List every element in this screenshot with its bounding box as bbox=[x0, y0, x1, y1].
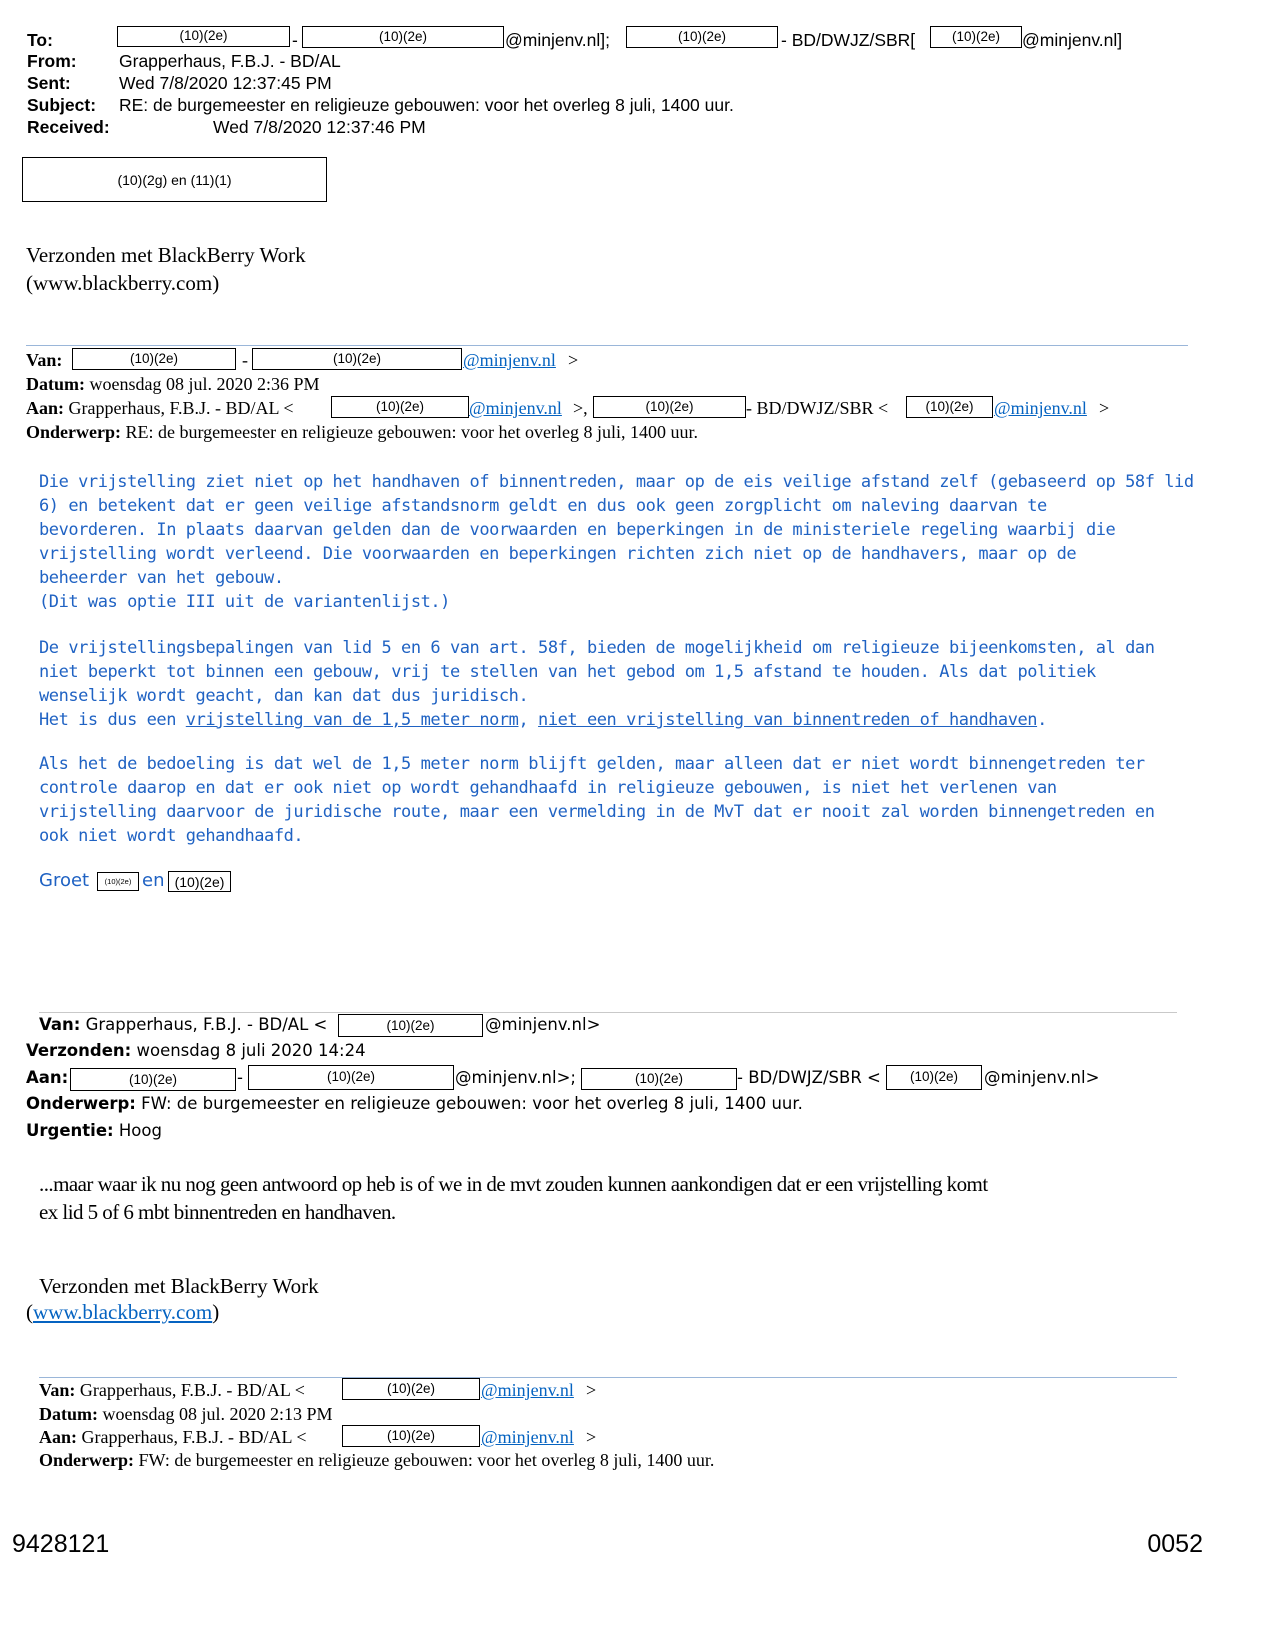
text-line: (Dit was optie III uit de variantenlijst.) bbox=[39, 592, 450, 612]
redaction-box: (10)(2e) bbox=[97, 872, 139, 891]
subject-label: Subject: bbox=[27, 95, 97, 115]
aan-dept: - BD/DWJZ/SBR < bbox=[746, 398, 889, 418]
van-email-link[interactable]: @minjenv.nl bbox=[481, 1380, 574, 1400]
urgentie-label: Urgentie: bbox=[26, 1121, 114, 1140]
aan-close: > bbox=[1099, 398, 1110, 418]
text-line: vrijstelling daarvoor de juridische route, maar een vermelding in de MvT dat er nooit zal worden binnengetreden en bbox=[39, 802, 1155, 822]
onderwerp-label: Onderwerp: bbox=[26, 422, 121, 442]
text-line: ex lid 5 of 6 mbt binnentreden en handhaven. bbox=[39, 1200, 396, 1224]
aan-email-link-2[interactable]: @minjenv.nl bbox=[994, 398, 1087, 418]
onderwerp-value: FW: de burgemeester en religieuze gebouwen: voor het overleg 8 juli, 1400 uur. bbox=[138, 1450, 715, 1470]
text-line: 6) en betekent dat er geen veilige afstandsnorm geldt en dus ook geen zorgplicht om naleving daarvan te bbox=[39, 496, 1047, 516]
page-number: 0052 bbox=[1147, 1530, 1203, 1558]
onderwerp-label: Onderwerp: bbox=[26, 1094, 136, 1113]
greeting-and: en bbox=[142, 870, 165, 891]
text-line: vrijstelling wordt verleend. Die voorwaarden en beperkingen richten zich niet op de handhavers, maar op de bbox=[39, 544, 1077, 564]
paren-close: ) bbox=[212, 1300, 220, 1324]
text-end: . bbox=[1037, 710, 1047, 730]
aan-value: Grapperhaus, F.B.J. - BD/AL < bbox=[81, 1427, 307, 1447]
aan-domain: @minjenv.nl>; bbox=[455, 1068, 576, 1087]
from-row bbox=[27, 51, 77, 71]
aan-row bbox=[26, 1068, 68, 1087]
text-line: ook niet wordt gehandhaafd. bbox=[39, 826, 304, 846]
text-line: ...maar waar ik nu nog geen antwoord op heb is of we in de mvt zouden kunnen aankondigen dat er een vrijstelling komt bbox=[39, 1172, 988, 1196]
van-row bbox=[39, 1015, 327, 1034]
redaction-box: (10)(2e) bbox=[886, 1065, 982, 1090]
subject-row bbox=[27, 95, 96, 115]
redaction-box: (10)(2e) bbox=[117, 26, 290, 47]
redaction-box: (10)(2e) bbox=[593, 396, 746, 418]
van-domain: @minjenv.nl> bbox=[485, 1015, 601, 1034]
to-dept: - BD/DWJZ/SBR[ bbox=[781, 30, 916, 50]
signature bbox=[26, 241, 306, 297]
redaction-box: (10)(2e) bbox=[252, 348, 462, 370]
aan-label: Aan: bbox=[26, 1068, 69, 1087]
onderwerp-label: Onderwerp: bbox=[39, 1450, 134, 1470]
redaction-box: (10)(2e) bbox=[331, 396, 469, 418]
signature-line: Verzonden met BlackBerry Work bbox=[39, 1274, 319, 1298]
to-label: To: bbox=[27, 30, 53, 50]
aan-email-link[interactable]: @minjenv.nl bbox=[469, 398, 562, 418]
to-domain: @minjenv.nl]; bbox=[505, 30, 610, 50]
verzonden-value: woensdag 8 juli 2020 14:24 bbox=[136, 1041, 366, 1060]
redaction-box: (10)(2e) bbox=[342, 1425, 480, 1447]
text-line bbox=[39, 708, 1154, 732]
paragraph-1 bbox=[39, 470, 1194, 614]
datum-row bbox=[26, 374, 320, 395]
aan-row bbox=[39, 1427, 307, 1448]
aan-label: Aan: bbox=[39, 1427, 78, 1447]
aan-label: Aan: bbox=[26, 398, 65, 418]
blackberry-link[interactable]: www.blackberry.com bbox=[33, 1300, 213, 1324]
redaction-box: (10)(2e) bbox=[302, 26, 504, 48]
body-redaction-box: (10)(2g) en (11)(1) bbox=[22, 157, 327, 202]
paragraph-2 bbox=[39, 636, 1154, 732]
onderwerp-value: RE: de burgemeester en religieuze gebouwen: voor het overleg 8 juli, 1400 uur. bbox=[125, 422, 698, 442]
text-line: niet beperkt tot binnen een gebouw, vrij te stellen van het gebod om 1,5 afstand te houden. Als dat politiek bbox=[39, 662, 1096, 682]
document-number: 9428121 bbox=[12, 1530, 110, 1558]
underlined-phrase: niet een vrijstelling van binnentreden of handhaven bbox=[538, 710, 1038, 730]
aan-close: > bbox=[586, 1427, 597, 1447]
onderwerp-row bbox=[26, 422, 698, 443]
received-label: Received: bbox=[27, 117, 110, 137]
divider bbox=[39, 1377, 1177, 1378]
redaction-box: (10)(2e) bbox=[626, 26, 778, 48]
redaction-box: (10)(2e) bbox=[70, 1068, 236, 1091]
redaction-box: (10)(2e) bbox=[168, 871, 231, 892]
onderwerp-row bbox=[26, 1094, 803, 1113]
underlined-phrase: vrijstelling van de 1,5 meter norm bbox=[185, 710, 519, 730]
text-line: controle daarop en dat er ook niet op wordt gehandhaafd in religieuze gebouwen, is niet het verlenen van bbox=[39, 778, 1057, 798]
datum-row bbox=[39, 1404, 333, 1425]
aan-separator: >, bbox=[573, 398, 588, 418]
aan-value: Grapperhaus, F.B.J. - BD/AL < bbox=[68, 398, 294, 418]
van-value: Grapperhaus, F.B.J. - BD/AL < bbox=[79, 1380, 305, 1400]
van-dash: - bbox=[242, 350, 248, 370]
urgentie-value: Hoog bbox=[118, 1121, 162, 1140]
van-row bbox=[39, 1380, 305, 1401]
paren-open: ( bbox=[26, 1300, 33, 1324]
onderwerp-row bbox=[39, 1450, 714, 1471]
van-label: Van: bbox=[26, 350, 63, 370]
paragraph-3 bbox=[39, 752, 1154, 848]
to-domain: @minjenv.nl] bbox=[1022, 30, 1123, 50]
datum-label: Datum: bbox=[26, 374, 85, 394]
text-separator: , bbox=[518, 710, 539, 730]
aan-dash: - bbox=[237, 1068, 243, 1087]
text-line: De vrijstellingsbepalingen van lid 5 en 6 van art. 58f, bieden de mogelijkheid om religieuze bijeenkomsten, al dan bbox=[39, 638, 1155, 658]
datum-label: Datum: bbox=[39, 1404, 98, 1424]
redaction-box: (10)(2e) bbox=[930, 26, 1022, 48]
divider bbox=[39, 1012, 1177, 1013]
divider bbox=[26, 345, 1188, 346]
aan-email-link[interactable]: @minjenv.nl bbox=[481, 1427, 574, 1447]
redaction-box: (10)(2e) bbox=[581, 1068, 737, 1090]
to-dash: - bbox=[292, 30, 298, 50]
received-value: Wed 7/8/2020 12:37:46 PM bbox=[213, 117, 426, 137]
signature-line: Verzonden met BlackBerry Work bbox=[26, 243, 306, 267]
subject-value: RE: de burgemeester en religieuze gebouwen: voor het overleg 8 juli, 1400 uur. bbox=[119, 95, 734, 115]
text-prefix: Het is dus een bbox=[39, 710, 186, 730]
van-value: Grapperhaus, F.B.J. - BD/AL < bbox=[85, 1015, 328, 1034]
aan-domain-2: @minjenv.nl> bbox=[984, 1068, 1100, 1087]
van-close: > bbox=[568, 350, 579, 370]
text-line: wenselijk wordt geacht, dan kan dat dus juridisch. bbox=[39, 686, 529, 706]
van-label: Van: bbox=[39, 1015, 81, 1034]
sent-value: Wed 7/8/2020 12:37:45 PM bbox=[119, 73, 332, 93]
text-line: bevorderen. In plaats daarvan gelden dan de voorwaarden en beperkingen in de ministeriele regeling waarbij die bbox=[39, 520, 1116, 540]
aan-row bbox=[26, 398, 294, 419]
received-row bbox=[27, 117, 110, 137]
redaction-box: (10)(2e) bbox=[248, 1065, 454, 1090]
text-line: beheerder van het gebouw. bbox=[39, 568, 284, 588]
verzonden-label: Verzonden: bbox=[26, 1041, 132, 1060]
onderwerp-value: FW: de burgemeester en religieuze gebouwen: voor het overleg 8 juli, 1400 uur. bbox=[141, 1094, 803, 1113]
text-line: Als het de bedoeling is dat wel de 1,5 meter norm blijft gelden, maar alleen dat er niet wordt binnengetreden ter bbox=[39, 754, 1145, 774]
signature-url bbox=[26, 1300, 219, 1325]
van-close: > bbox=[586, 1380, 597, 1400]
verzonden-row bbox=[26, 1041, 366, 1060]
redaction-box: (10)(2e) bbox=[338, 1014, 483, 1037]
aan-dept: - BD/DWJZ/SBR < bbox=[737, 1068, 881, 1087]
signature-url: (www.blackberry.com) bbox=[26, 271, 220, 295]
van-label: Van: bbox=[39, 1380, 76, 1400]
datum-value: woensdag 08 jul. 2020 2:13 PM bbox=[102, 1404, 333, 1424]
sent-label: Sent: bbox=[27, 73, 71, 93]
text-line: Die vrijstelling ziet niet op het handhaven of binnentreden, maar op de eis veilige afstand zelf (gebaseerd op 58f lid bbox=[39, 472, 1194, 492]
redaction-box: (10)(2e) bbox=[72, 348, 236, 370]
greeting: Groet bbox=[39, 870, 90, 891]
redaction-box: (10)(2e) bbox=[342, 1378, 480, 1400]
urgentie-row bbox=[26, 1121, 162, 1140]
van-email-link[interactable]: @minjenv.nl bbox=[463, 350, 556, 370]
to-row bbox=[27, 30, 53, 50]
from-value: Grapperhaus, F.B.J. - BD/AL bbox=[119, 51, 341, 71]
redaction-box: (10)(2e) bbox=[906, 396, 993, 418]
van-row bbox=[26, 350, 62, 371]
message-2-body bbox=[39, 1170, 988, 1226]
sent-row bbox=[27, 73, 71, 93]
from-label: From: bbox=[27, 51, 77, 71]
datum-value: woensdag 08 jul. 2020 2:36 PM bbox=[89, 374, 320, 394]
